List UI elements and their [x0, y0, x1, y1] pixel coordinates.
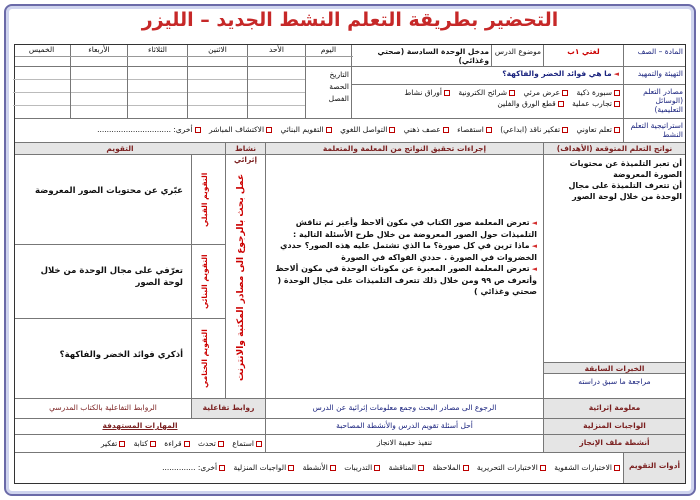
assessment-option[interactable]: الملاحظة: [433, 463, 469, 472]
warmup-content-cell: ◄ما هي فوائد الخضر والفاكهة؟ سبورة ذكية عرض مرئي شرائح الكترونية أوراق نشاط تجارب عملية قطع الورق والفلين: [351, 67, 623, 118]
checkbox-icon[interactable]: [562, 90, 568, 96]
strategy-option[interactable]: أخرى: ...............................: [97, 125, 201, 134]
warmup-resources-row: [15, 67, 685, 119]
subject-label: المادة – الصف: [637, 47, 683, 56]
links-value: الروابط التفاعلية بالكتاب المدرسي: [49, 403, 157, 412]
strategy-option[interactable]: التقويم البنائي: [280, 125, 331, 134]
day-label: الأربعاء: [88, 45, 110, 54]
checkbox-icon[interactable]: [266, 127, 272, 133]
strategy-option[interactable]: تعلم تعاوني: [576, 125, 620, 134]
skills-options: [15, 435, 265, 452]
evaluation-item: تعرّفي على مجال الوحدة من خلال لوحة الصور: [15, 245, 191, 319]
assessment-option[interactable]: أخرى: ..............: [162, 463, 225, 472]
period-label: الحصة: [329, 82, 349, 91]
prior-value: مراجعة ما سبق دراسته: [578, 377, 651, 386]
evaluation-header: التقويم: [106, 144, 134, 153]
procedures-header: إجراءات تحقيق النواتج من المعلمة والمتعلمة: [265, 143, 543, 154]
subject-label-cell: [623, 45, 685, 66]
date-cell[interactable]: [187, 67, 247, 118]
skill-option[interactable]: كتابة: [134, 439, 156, 448]
homework-value: أحل أسئلة تقويم الدرس والأنشطة المصاحبة: [265, 419, 543, 434]
skills-label: المهارات المستهدفة: [102, 421, 178, 430]
date-cell[interactable]: [70, 67, 127, 118]
checkbox-icon[interactable]: [288, 465, 294, 471]
checkbox-icon[interactable]: [218, 441, 224, 447]
assessment-option[interactable]: الواجبات المنزلية: [234, 463, 295, 472]
enrichment-value: الرجوع الى مصادر البحث وجمع معلومات إثرائية عن الدرس: [265, 399, 543, 418]
resource-option[interactable]: تجارب عملية: [572, 99, 620, 108]
checkbox-icon[interactable]: [374, 465, 380, 471]
evaluation-type: التقويم القبلي: [200, 172, 209, 228]
achievement-row: [15, 435, 685, 453]
page-title: التحضير بطريقة التعلم النشط الجديد – الليزر: [141, 9, 559, 31]
prior-label: الخبرات السابقة: [544, 362, 685, 374]
procedure-item: ◄ماذا ترين في كل صورة؟ ما الذي تشتمل عليه هذه الصور؟ حددي الخضروات في الصورة . حددي الفواكه في الصورة: [280, 241, 537, 262]
strategy-option[interactable]: استقصاء: [457, 125, 492, 134]
checkbox-icon[interactable]: [558, 101, 564, 107]
strategy-option[interactable]: عصف ذهني: [404, 125, 449, 134]
resource-option[interactable]: سبورة ذكية: [576, 88, 620, 97]
assessment-option[interactable]: الأنشطة: [303, 463, 336, 472]
checkbox-icon[interactable]: [463, 465, 469, 471]
skill-option[interactable]: قراءة: [164, 439, 189, 448]
checkbox-icon[interactable]: [486, 127, 492, 133]
checkbox-icon[interactable]: [195, 127, 201, 133]
enrichment-row: [15, 399, 685, 419]
assessment-option[interactable]: المناقشة: [389, 463, 425, 472]
assessment-option[interactable]: الاختبارات التحريرية: [477, 463, 546, 472]
day-label: الثلاثاء: [147, 45, 167, 54]
date-cell[interactable]: [247, 67, 305, 118]
warmup-label-cell: [623, 67, 685, 118]
main-body-row: [15, 155, 685, 399]
outcomes-header: نواتج التعلم المتوقعة (الأهداف): [543, 143, 685, 154]
links-label: روابط تفاعلية: [191, 399, 265, 418]
outcome-item: أن تعبر التلميذة عن محتويات الصورة المعروضة: [569, 159, 682, 179]
checkbox-icon[interactable]: [256, 441, 262, 447]
lesson-plan-table: [14, 44, 686, 484]
day-label: الأحد: [269, 45, 284, 54]
checkbox-icon[interactable]: [614, 127, 620, 133]
strategy-option[interactable]: الاكتشاف المباشر: [209, 125, 272, 134]
skill-option[interactable]: استماع: [232, 439, 262, 448]
subject-value-cell: [543, 45, 623, 66]
procedures-cell: [265, 155, 543, 398]
assessment-row: [15, 453, 685, 483]
checkbox-icon[interactable]: [389, 127, 395, 133]
checkbox-icon[interactable]: [509, 90, 515, 96]
topic-label: موضوع الدرس: [494, 47, 541, 56]
enrichment-label: معلومة إثرائية: [543, 399, 685, 418]
column-headers-row: [15, 143, 685, 164]
checkbox-icon[interactable]: [326, 127, 332, 133]
assessment-label: أدوات التقويم: [623, 453, 685, 483]
homework-row: [15, 419, 685, 435]
date-cell[interactable]: [13, 67, 70, 118]
skill-option[interactable]: تحدث: [198, 439, 224, 448]
header-row: [15, 45, 685, 67]
date-labels-cell: [305, 67, 351, 118]
resource-option[interactable]: شرائح الكترونية: [458, 88, 515, 97]
achievement-value: تنفيذ حقيبة الانجاز: [265, 435, 543, 452]
achievement-label: أنشطة ملف الإنجاز: [543, 435, 685, 452]
strategies-label: استراتيجية التعلم النشط: [630, 121, 683, 139]
date-cell[interactable]: [127, 67, 187, 118]
topic-label-cell: [491, 45, 543, 66]
activity-text: عمل بحث بالرجوع الى مصادر المكتبة والانترنت: [236, 173, 246, 382]
subject-value: لغتي ١ب: [567, 47, 600, 56]
checkbox-icon[interactable]: [119, 441, 125, 447]
checkbox-icon[interactable]: [614, 101, 620, 107]
skill-option[interactable]: تفكير: [101, 439, 125, 448]
checkbox-icon[interactable]: [614, 90, 620, 96]
resource-option[interactable]: أوراق نشاط: [404, 88, 450, 97]
checkbox-icon[interactable]: [150, 441, 156, 447]
topic-value-cell: [351, 45, 491, 66]
strategies-row: [15, 119, 685, 143]
checkbox-icon[interactable]: [443, 127, 449, 133]
class-label: الفصل: [328, 94, 349, 103]
homework-label: الواجبات المنزلية: [543, 419, 685, 434]
day-label: الخميس: [28, 45, 55, 54]
assessment-option[interactable]: الاختبارات الشفوية: [554, 463, 620, 472]
topic-value: مدخل الوحدة السادسة (صحتي وغذائي): [377, 47, 489, 65]
checkbox-icon[interactable]: [330, 465, 336, 471]
strategies-options: [15, 119, 623, 142]
activity-cell: [225, 155, 265, 398]
outcome-item: أن تتعرف التلميذة على مجال الوحدة من خلال لوحة الصور: [568, 181, 682, 201]
date-label: التاريخ: [329, 70, 349, 79]
resource-option[interactable]: قطع الورق والفلين: [497, 99, 563, 108]
resource-option[interactable]: عرض مرئي: [523, 88, 568, 97]
assessment-option[interactable]: التدريبات: [344, 463, 380, 472]
evaluation-item: أذكري فوائد الخضر والفاكهة؟: [59, 350, 183, 360]
evaluation-items-cell: [15, 155, 191, 398]
evaluation-types-cell: [191, 155, 225, 398]
checkbox-icon[interactable]: [418, 465, 424, 471]
procedure-item: ◄تعرض المعلمة صور الكتاب في مكون ألاحظ وأعبر ثم تناقش التلميذات حول الصور المعروضة من خلال طرح الأسئلة التالية :: [293, 218, 537, 239]
strategy-option[interactable]: التواصل اللغوي: [340, 125, 395, 134]
strategies-label-cell: [623, 119, 685, 142]
outcomes-cell: [543, 155, 685, 398]
checkbox-icon[interactable]: [219, 465, 225, 471]
warmup-label: التهيئة والتمهيد: [624, 67, 685, 85]
activity-header: نشاط إثرائي: [225, 143, 265, 154]
evaluation-item: عبّري عن محتويات الصور المعروضة: [15, 155, 191, 245]
checkbox-icon[interactable]: [444, 90, 450, 96]
evaluation-type: التقويم البنائي: [200, 254, 209, 310]
resources-options: [352, 85, 623, 111]
checkbox-icon[interactable]: [184, 441, 190, 447]
assessment-options: [15, 453, 623, 483]
checkbox-icon[interactable]: [562, 127, 568, 133]
warmup-question: ما هي فوائد الخضر والفاكهة؟: [502, 69, 612, 78]
procedure-item: ◄تعرض المعلمة الصور المعبرة عن مكونات الوحدة في مكون ألاحظ وأتعرف ص ٩٩ ومن خلال ذلك تتعرف التلميذات على مجال الوحدة ( صحتي وغذائي ): [275, 264, 537, 296]
strategy-option[interactable]: تفكير ناقد (ابداعي): [500, 125, 568, 134]
checkbox-icon[interactable]: [540, 465, 546, 471]
evaluation-type: التقويم الختامي: [200, 329, 209, 389]
checkbox-icon[interactable]: [614, 465, 620, 471]
day-label: اليوم: [320, 45, 337, 54]
day-label: الاثنين: [208, 45, 227, 54]
resources-label: مصادر التعلم (الوسائل التعليمية): [643, 87, 683, 114]
